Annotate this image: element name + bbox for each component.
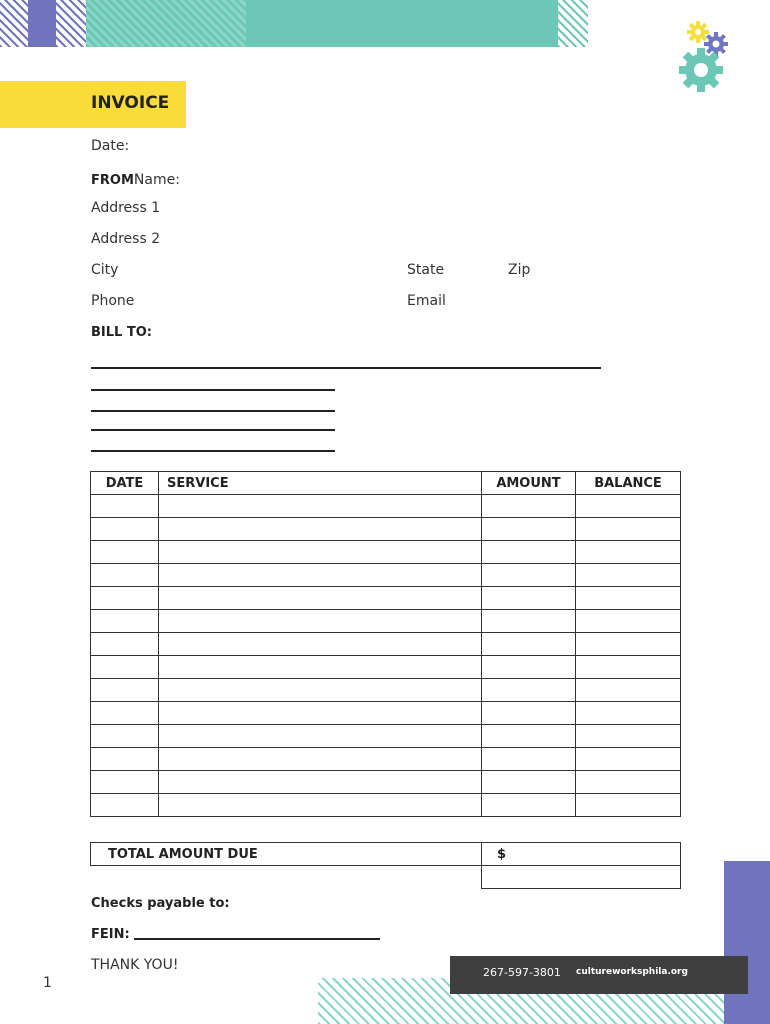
- table-header-row: [91, 472, 681, 495]
- cell-amount[interactable]: [482, 656, 576, 679]
- name-label: Name:: [133, 172, 180, 188]
- thank-you-text: THANK YOU!: [91, 957, 179, 973]
- table-row: [91, 656, 681, 679]
- total-row: [91, 843, 681, 866]
- total-table: [90, 842, 681, 889]
- cell-balance[interactable]: [576, 679, 681, 702]
- total-extra-row: [91, 866, 681, 889]
- table-row: [91, 633, 681, 656]
- cell-amount[interactable]: [482, 679, 576, 702]
- cell-amount[interactable]: [482, 794, 576, 817]
- bill-to-line[interactable]: [91, 429, 335, 431]
- cell-service[interactable]: [159, 702, 482, 725]
- table-row: [91, 725, 681, 748]
- col-header-amount: AMOUNT: [482, 472, 576, 495]
- cell-amount[interactable]: [482, 771, 576, 794]
- cell-date[interactable]: [91, 518, 159, 541]
- table-row: [91, 702, 681, 725]
- cell-service[interactable]: [159, 541, 482, 564]
- footer-website[interactable]: cultureworksphila.org: [576, 967, 688, 977]
- table-row: [91, 610, 681, 633]
- total-currency[interactable]: $: [482, 843, 681, 866]
- state-label: State: [407, 262, 445, 278]
- cell-service[interactable]: [159, 771, 482, 794]
- cell-amount[interactable]: [482, 633, 576, 656]
- cell-service[interactable]: [159, 679, 482, 702]
- zip-label: Zip: [508, 262, 531, 278]
- cell-service[interactable]: [159, 725, 482, 748]
- cell-balance[interactable]: [576, 564, 681, 587]
- cell-service[interactable]: [159, 656, 482, 679]
- cell-balance[interactable]: [576, 702, 681, 725]
- table-row: [91, 587, 681, 610]
- cell-date[interactable]: [91, 725, 159, 748]
- fein-label: FEIN:: [91, 927, 130, 942]
- decor-stripes-left: [0, 0, 28, 47]
- bill-to-line[interactable]: [91, 367, 601, 369]
- table-row: [91, 564, 681, 587]
- decor-purple-block: [28, 0, 56, 47]
- col-header-balance: BALANCE: [576, 472, 681, 495]
- cell-balance[interactable]: [576, 610, 681, 633]
- table-row: [91, 771, 681, 794]
- cell-balance[interactable]: [576, 725, 681, 748]
- cell-balance[interactable]: [576, 541, 681, 564]
- page-number: 1: [43, 975, 52, 991]
- table-row: [91, 518, 681, 541]
- decor-teal-stripes: [86, 0, 246, 47]
- table-row: [91, 748, 681, 771]
- col-header-service: SERVICE: [159, 472, 482, 495]
- cell-date[interactable]: [91, 771, 159, 794]
- cell-date[interactable]: [91, 702, 159, 725]
- cell-date[interactable]: [91, 541, 159, 564]
- bill-to-line[interactable]: [91, 450, 335, 452]
- phone-label: Phone: [91, 293, 135, 309]
- col-header-date: DATE: [91, 472, 159, 495]
- service-table: [90, 471, 681, 817]
- cell-service[interactable]: [159, 794, 482, 817]
- cell-amount[interactable]: [482, 495, 576, 518]
- cell-amount[interactable]: [482, 541, 576, 564]
- cell-balance[interactable]: [576, 748, 681, 771]
- cell-amount[interactable]: [482, 748, 576, 771]
- cell-date[interactable]: [91, 633, 159, 656]
- cell-amount[interactable]: [482, 702, 576, 725]
- cell-service[interactable]: [159, 633, 482, 656]
- from-name-row: [91, 169, 180, 188]
- cell-amount[interactable]: [482, 564, 576, 587]
- footer-phone: 267-597-3801: [483, 966, 561, 979]
- cell-service[interactable]: [159, 495, 482, 518]
- invoice-title: INVOICE: [91, 93, 170, 113]
- cell-service[interactable]: [159, 564, 482, 587]
- cell-date[interactable]: [91, 794, 159, 817]
- address2-label: Address 2: [91, 231, 161, 247]
- cell-balance[interactable]: [576, 495, 681, 518]
- decor-stripes-right: [558, 0, 588, 47]
- cell-date[interactable]: [91, 495, 159, 518]
- bill-to-line[interactable]: [91, 389, 335, 391]
- table-row: [91, 541, 681, 564]
- cell-date[interactable]: [91, 748, 159, 771]
- address1-label: Address 1: [91, 200, 161, 216]
- cell-balance[interactable]: [576, 656, 681, 679]
- total-label: TOTAL AMOUNT DUE: [91, 843, 482, 866]
- checks-payable-label: Checks payable to:: [91, 896, 230, 911]
- table-row: [91, 679, 681, 702]
- decor-stripes-mid: [56, 0, 86, 47]
- cell-amount[interactable]: [482, 610, 576, 633]
- cell-amount[interactable]: [482, 587, 576, 610]
- cell-service[interactable]: [159, 518, 482, 541]
- cell-service[interactable]: [159, 748, 482, 771]
- cell-service[interactable]: [159, 587, 482, 610]
- city-label: City: [91, 262, 119, 278]
- date-label: Date:: [91, 138, 130, 154]
- service-table-body: [91, 495, 681, 817]
- cell-balance[interactable]: [576, 518, 681, 541]
- cell-amount[interactable]: [482, 518, 576, 541]
- cell-balance[interactable]: [576, 794, 681, 817]
- cell-service[interactable]: [159, 610, 482, 633]
- bill-to-label: BILL TO:: [91, 325, 152, 340]
- cell-balance[interactable]: [576, 633, 681, 656]
- table-row: [91, 495, 681, 518]
- from-label: FROM: [91, 173, 134, 188]
- cell-balance[interactable]: [576, 771, 681, 794]
- bill-to-line[interactable]: [91, 410, 335, 412]
- cell-date[interactable]: [91, 610, 159, 633]
- fein-line[interactable]: [134, 938, 380, 940]
- email-label: Email: [407, 293, 446, 309]
- cell-date[interactable]: [91, 587, 159, 610]
- cell-balance[interactable]: [576, 587, 681, 610]
- cell-amount[interactable]: [482, 725, 576, 748]
- cell-date[interactable]: [91, 679, 159, 702]
- gears-logo-icon: [676, 20, 736, 96]
- cell-date[interactable]: [91, 656, 159, 679]
- total-spacer: [91, 866, 482, 889]
- total-amount-cell[interactable]: [482, 866, 681, 889]
- decor-footer-purple: [724, 861, 770, 1024]
- cell-date[interactable]: [91, 564, 159, 587]
- table-row: [91, 794, 681, 817]
